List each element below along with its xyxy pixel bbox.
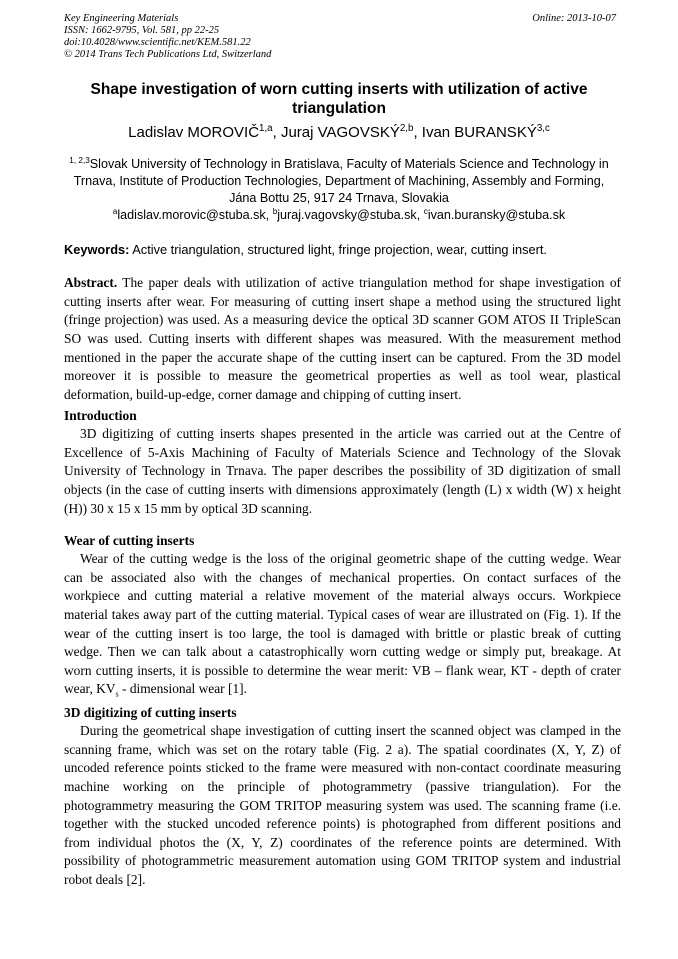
emails (40, 207, 638, 224)
email-sup: c (423, 206, 428, 216)
section-introduction (64, 407, 621, 518)
section-wear (64, 532, 621, 699)
journal-header (64, 13, 271, 61)
email-link[interactable]: ivan.buransky@stuba.sk (427, 208, 566, 222)
line-text: - dimensional wear [1]. (118, 681, 247, 697)
online-date: Online: 2013-10-07 (532, 13, 616, 24)
section-heading: 3D digitizing of cutting inserts (64, 705, 237, 720)
section-heading: Introduction (64, 408, 137, 423)
affiliation-line: Slovak University of Technology in Bratislava, Faculty of Materials Science and Technology in (89, 157, 609, 171)
paragraph-line: material takes away part of the cutting material. Typical cases of wear are illustrated on (Fig. 1). If the (64, 606, 621, 622)
keywords-text: Active triangulation, structured light, fringe projection, wear, cutting insert. (129, 242, 547, 257)
authors (40, 123, 638, 142)
separator: , (413, 124, 422, 141)
abstract-label: Abstract. (64, 275, 118, 290)
section-3d-digitizing (64, 704, 621, 890)
paragraph-line: Excellence of 5-Axis Machining of Faculty of Materials Science and Technology of the Slovak (64, 444, 621, 460)
paragraph-line: wedge. Then we can talk about a catastrophically worn cutting wedge or simply put, breakage. At (64, 644, 621, 660)
paragraph-line: During the geometrical shape investigation of cutting insert the scanned object was clamped in the (80, 723, 621, 738)
abstract-line (64, 274, 621, 293)
paragraph-line: robot deals [2]. (64, 872, 146, 888)
email-sup: a (112, 206, 118, 216)
paragraph-line: can be associated also with the changes of mechanical properties. On contact surfaces of the (64, 569, 621, 585)
separator: , (272, 124, 281, 141)
abstract-text: mentioned in the paper the accurate shape of the cutting insert can be captured. From the 3D model (64, 349, 621, 365)
issn: ISSN: 1662-9795, Vol. 581, pp 22-25 (64, 25, 220, 36)
affiliation-line: Trnava, Institute of Production Technologies, Department of Machining, Assembly and Forming, (73, 174, 605, 188)
affiliation-sup: 1, 2,3 (69, 155, 90, 165)
paragraph-line: worn cutting inserts, it is possible to determine the wear merit: VB – flank wear, KT - depth of crater (64, 662, 621, 678)
paragraph-line (64, 680, 621, 699)
abstract-text: (fringe projection) was used. As a measuring device the optical 3D scanner GOM ATOS II TripleScan (64, 312, 621, 328)
paragraph-line: possibility of photogrammetric measurement automation using GOM TRITOP system and industrial (64, 853, 621, 869)
abstract-line (64, 349, 621, 368)
abstract-text: deformation, build-up-edge, corner damage and chipping of cutting insert. (64, 386, 462, 402)
paragraph-line: 3D digitizing of cutting inserts shapes presented in the article was carried out at the Centre of (80, 426, 621, 441)
abstract-text: cutting inserts after wear. For measuring of cutting insert shape a method using the structured light (64, 293, 621, 309)
paragraph-line: Wear of the cutting wedge is the loss of the original geometric shape of the cutting wedge. Wear (80, 551, 621, 566)
abstract-text: SO was used. Cutting inserts with different shapes was measured. With the measurement method (64, 330, 621, 346)
abstract-line (64, 386, 621, 405)
keywords (64, 242, 547, 257)
paragraph-line: from individual photos the (X, Y, Z) coordinates of the reference points are determined. With (64, 834, 621, 850)
paragraph-line: objects (in the case of cutting inserts with dimensions approximately (length (L) x width (W) x height (64, 481, 621, 497)
paragraph-line: together with the stucked uncoded reference points) is photographed from different positions and (64, 816, 621, 832)
copyright: © 2014 Trans Tech Publications Ltd, Switzerland (64, 49, 272, 60)
email-link[interactable]: ladislav.morovic@stuba.sk, (117, 208, 273, 222)
paragraph-line: wear of the cutting insert is too large, the tool is damaged with brittle or plastic break of cutting (64, 625, 621, 641)
email-link[interactable]: juraj.vagovsky@stuba.sk, (277, 208, 424, 222)
keywords-label: Keywords: (64, 242, 130, 257)
author-sup: 3,c (536, 123, 550, 134)
affiliation (40, 156, 638, 207)
title-line: triangulation (292, 100, 386, 117)
paper-title (40, 80, 638, 118)
line-text: wear, KV (64, 681, 116, 697)
abstract-text: The paper deals with utilization of active triangulation method for shape investigation of (117, 275, 621, 290)
subscript: s (115, 690, 119, 700)
abstract-line (64, 311, 621, 330)
title-line: Shape investigation of worn cutting inserts with utilization of active (90, 81, 588, 98)
paragraph-line: scanning frame, which was set on the rotary table (Fig. 2 a). The spatial coordinates (X, Y, Z) of (64, 741, 621, 757)
paragraph-line: uncoded reference points sticked to the frame were measured with non-contact coordinate measuring (64, 760, 621, 776)
abstract-line (64, 367, 621, 386)
paragraph-line: University of Technology in Trnava. The paper describes the possibility of 3D digitization of small (64, 463, 621, 479)
section-heading: Wear of cutting inserts (64, 533, 195, 548)
abstract-text: moreover it is possible to measure the geometrical properties as well as tool wear, plastical (64, 368, 621, 384)
abstract-line (64, 293, 621, 312)
affiliation-line: Jána Bottu 25, 917 24 Trnava, Slovakia (229, 191, 449, 205)
author-sup: 2,b (399, 123, 414, 134)
author-name: Ivan BURANSKÝ (421, 124, 537, 141)
email-sup: b (272, 206, 278, 216)
journal-name: Key Engineering Materials (64, 13, 179, 24)
author-name: Ladislav MOROVIČ (128, 124, 260, 141)
abstract (64, 274, 621, 404)
author-name: Juraj VAGOVSKÝ (280, 124, 400, 141)
author-sup: 1,a (259, 123, 273, 134)
abstract-line (64, 330, 621, 349)
paragraph-line: workpiece and cutting material a relative movement of the material always occurs. Workpiece (64, 588, 621, 604)
paragraph-line: photogrammetry measuring the GOM TRITOP measuring system was used. The scanning frame (i.e. (64, 797, 621, 813)
paragraph-line: machine working on the principle of photogrammetry (passive triangulation). For the (64, 778, 621, 794)
paragraph-line: (H)) 30 x 15 x 15 mm by optical 3D scanning. (64, 500, 313, 516)
doi: doi:10.4028/www.scientific.net/KEM.581.22 (64, 37, 251, 48)
